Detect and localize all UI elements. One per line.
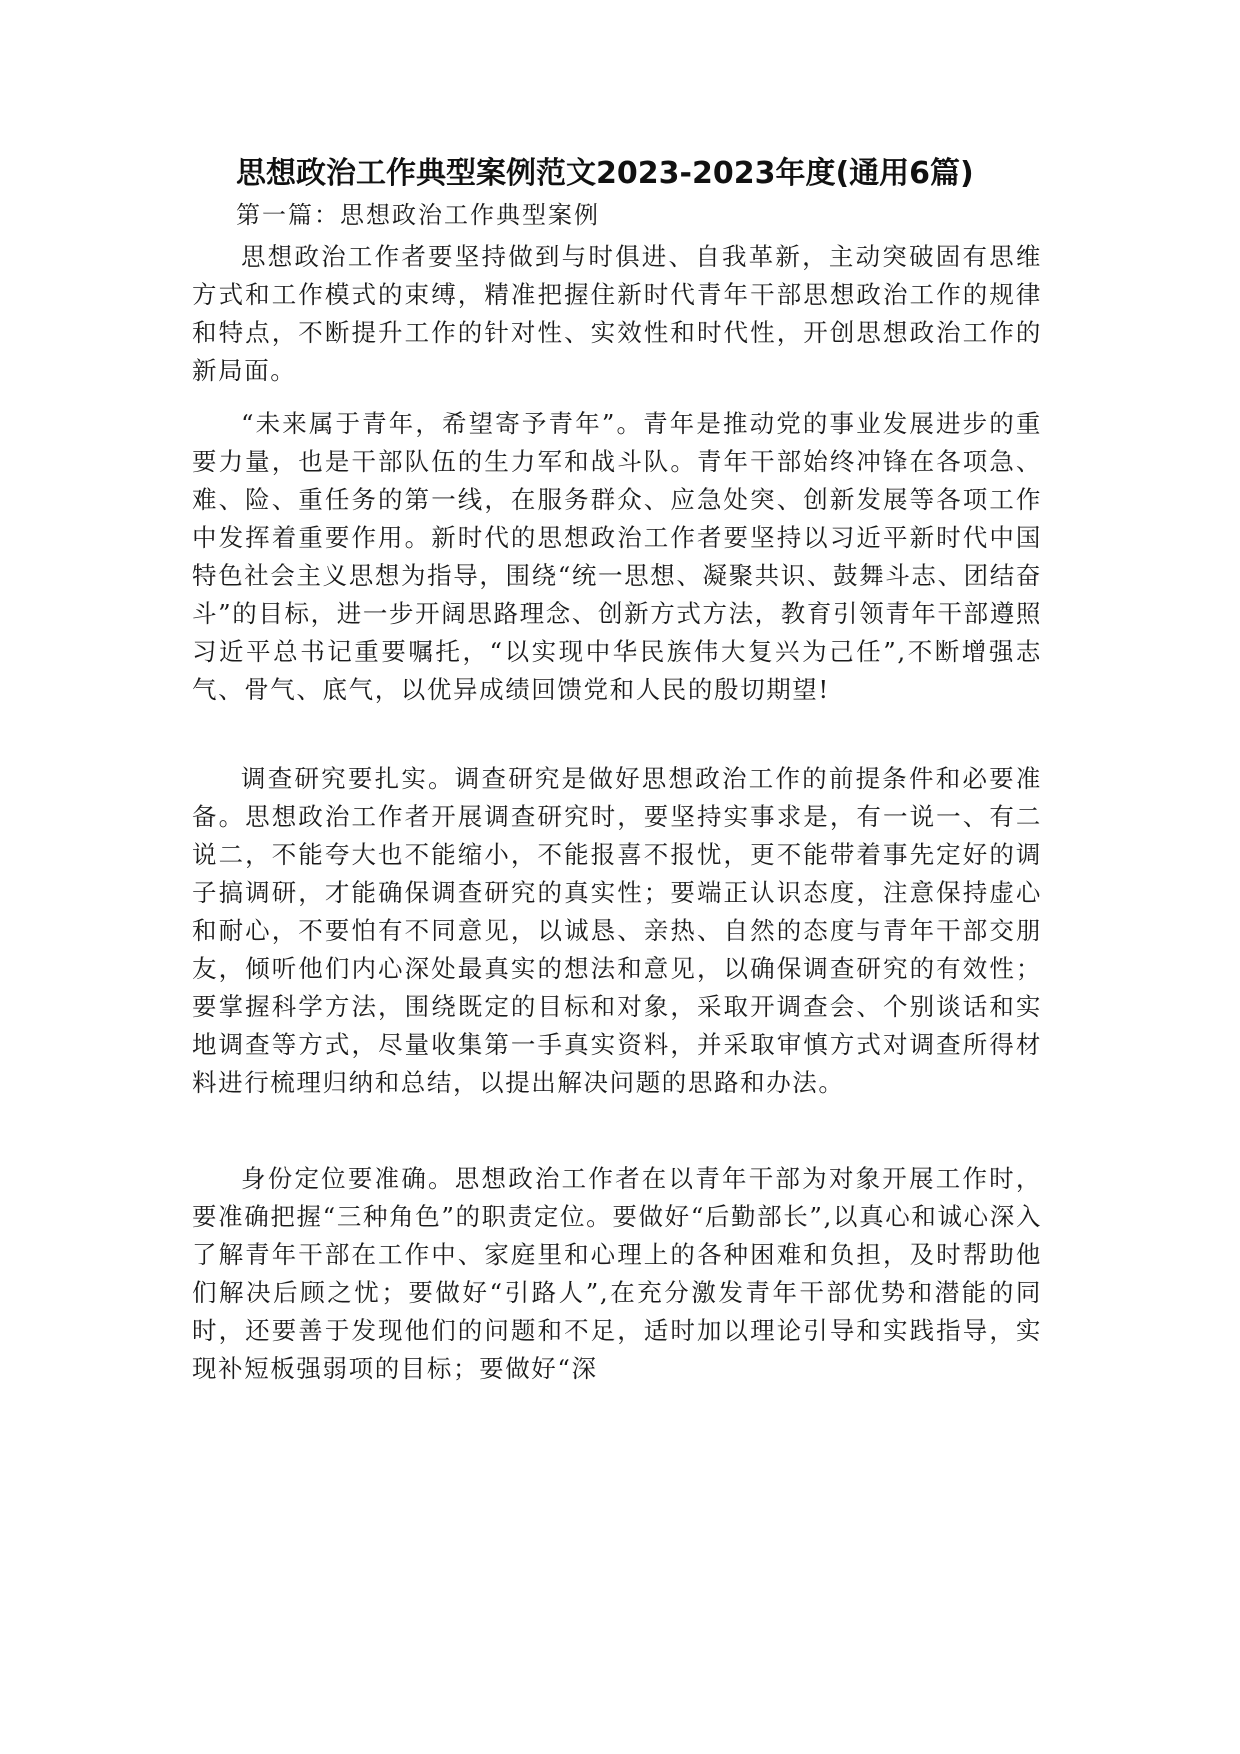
body-paragraph: 身份定位要准确。思想政治工作者在以青年干部为对象开展工作时，要准确把握“三种角色”的职责定位。要做好“后勤部长”,以真心和诚心深入了解青年干部在工作中、家庭里和心理上的各种困难和负担，及时帮助他们解决后顾之忧；要做好“引路人”,在充分激发青年干部优势和潜能的同时，还要善于发现他们的问题和不足，适时加以理论引导和实践指导，实现补短板强弱项的目标；要做好“深: [192, 1164, 1042, 1383]
document-title: 思想政治工作典型案例范文2023-2023年度(通用6篇): [236, 156, 974, 191]
section-heading: 第一篇：思想政治工作典型案例: [236, 201, 600, 229]
body-paragraph: 思想政治工作者要坚持做到与时俱进、自我革新，主动突破固有思维方式和工作模式的束缚，精准把握住新时代青年干部思想政治工作的规律和特点，不断提升工作的针对性、实效性和时代性，开创思想政治工作的新局面。: [192, 242, 1042, 385]
body-paragraph: 调查研究要扎实。调查研究是做好思想政治工作的前提条件和必要准备。思想政治工作者开展调查研究时，要坚持实事求是，有一说一、有二说二，不能夸大也不能缩小，不能报喜不报忧，更不能带着事先定好的调子搞调研，才能确保调查研究的真实性；要端正认识态度，注意保持虚心和耐心，不要怕有不同意见，以诚恳、亲热、自然的态度与青年干部交朋友，倾听他们内心深处最真实的想法和意见，以确保调查研究的有效性；要掌握科学方法，围绕既定的目标和对象，采取开调查会、个别谈话和实地调查等方式，尽量收集第一手真实资料，并采取审慎方式对调查所得材料进行梳理归纳和总结，以提出解决问题的思路和办法。: [192, 764, 1042, 1097]
body-paragraph: “未来属于青年，希望寄予青年”。青年是推动党的事业发展进步的重要力量，也是干部队伍的生力军和战斗队。青年干部始终冲锋在各项急、难、险、重任务的第一线，在服务群众、应急处突、创新发展等各项工作中发挥着重要作用。新时代的思想政治工作者要坚持以习近平新时代中国特色社会主义思想为指导，围绕“统一思想、凝聚共识、鼓舞斗志、团结奋斗”的目标，进一步开阔思路理念、创新方式方法，教育引领青年干部遵照习近平总书记重要嘱托，“以实现中华民族伟大复兴为己任”,不断增强志气、骨气、底气，以优异成绩回馈党和人民的殷切期望!: [192, 409, 1042, 704]
